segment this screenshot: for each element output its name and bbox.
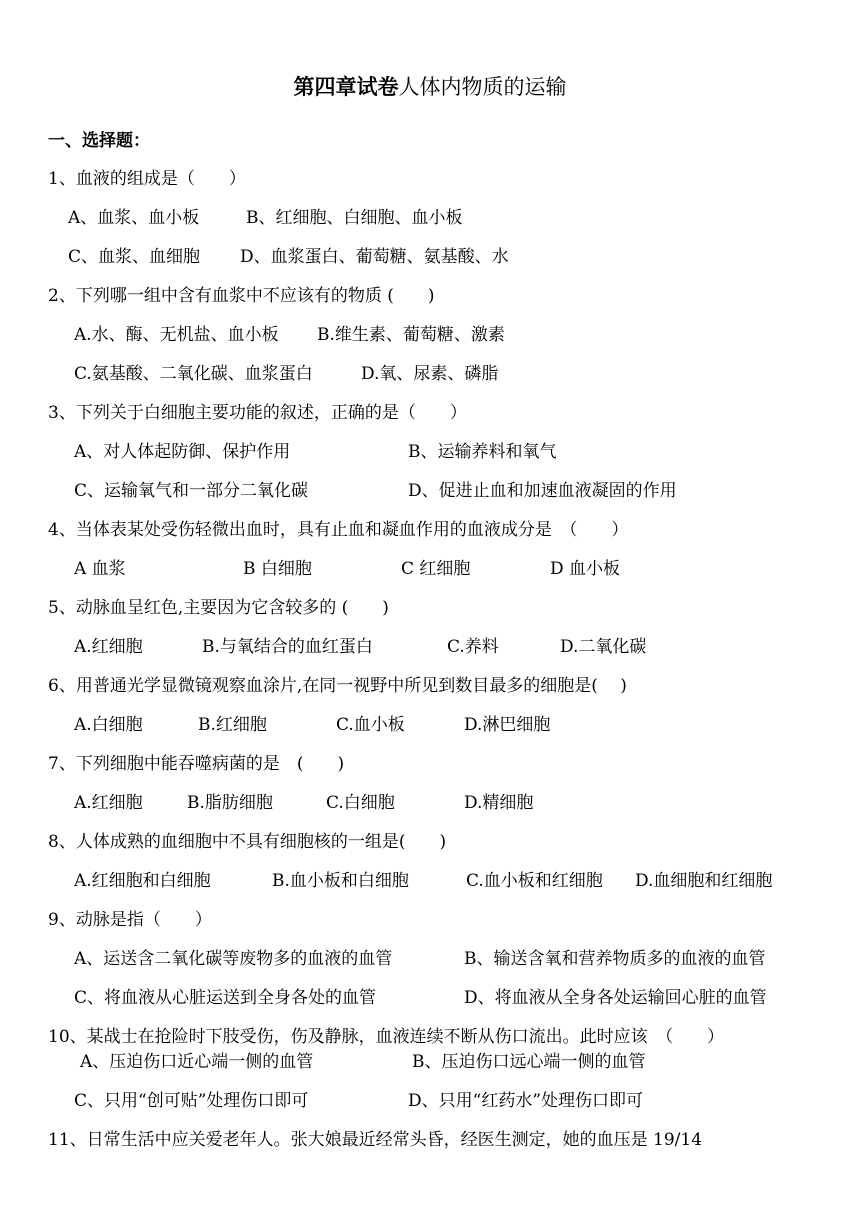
option-b: B、红细胞、白细胞、血小板 <box>246 208 463 228</box>
option-c: C.血小板和红细胞 <box>466 871 603 891</box>
option-d: D.精细胞 <box>464 793 534 813</box>
option-a: A.红细胞 <box>74 637 143 657</box>
option-d: D.氧、尿素、磷脂 <box>361 364 499 384</box>
question-10-stem: 10、某战士在抢险时下肢受伤，伤及静脉，血液连续不断从伤口流出。此时应该 （ ） <box>48 1027 725 1047</box>
option-d: D、血浆蛋白、葡萄糖、氨基酸、水 <box>240 247 509 267</box>
option-b: B.红细胞 <box>198 715 267 735</box>
question-1-stem: 1、血液的组成是（ ） <box>48 169 246 189</box>
option-c: C.养料 <box>447 637 499 657</box>
option-d: D.淋巴细胞 <box>464 715 551 735</box>
option-d: D、促进止血和加速血液凝固的作用 <box>408 481 677 501</box>
option-c: C 红细胞 <box>401 559 471 579</box>
option-b: B、运输养料和氧气 <box>408 442 557 462</box>
option-b: B.血小板和白细胞 <box>272 871 409 891</box>
option-c: C、将血液从心脏运送到全身各处的血管 <box>74 988 377 1008</box>
option-a: A、对人体起防御、保护作用 <box>74 442 291 462</box>
option-c: C.氨基酸、二氧化碳、血浆蛋白 <box>74 364 313 384</box>
question-5-stem: 5、动脉血呈红色,主要因为它含较多的 ( ) <box>48 598 389 618</box>
option-d: D.二氧化碳 <box>560 637 647 657</box>
question-6-stem: 6、用普通光学显微镜观察血涂片,在同一视野中所见到数目最多的细胞是( ) <box>48 676 627 696</box>
title-bold-part: 第四章试卷 <box>293 74 399 99</box>
option-a: A 血浆 <box>74 559 126 579</box>
option-d: D、将血液从全身各处运输回心脏的血管 <box>464 988 767 1008</box>
question-3-stem: 3、下列关于白细胞主要功能的叙述，正确的是（ ） <box>48 403 467 423</box>
option-b: B 白细胞 <box>243 559 312 579</box>
question-2-stem: 2、下列哪一组中含有血浆中不应该有的物质 ( ) <box>48 286 435 306</box>
option-b: B、输送含氧和营养物质多的血液的血管 <box>464 949 766 969</box>
question-8-stem: 8、人体成熟的血细胞中不具有细胞核的一组是( ) <box>48 832 447 852</box>
option-a: A.水、酶、无机盐、血小板 <box>74 325 279 345</box>
option-c: C、运输氧气和一部分二氧化碳 <box>74 481 309 501</box>
option-a: A、血浆、血小板 <box>68 208 200 228</box>
option-d: D、只用“红药水”处理伤口即可 <box>408 1091 644 1111</box>
option-a: A.白细胞 <box>74 715 143 735</box>
option-c: C、血浆、血细胞 <box>68 247 201 267</box>
section-heading: 一、选择题： <box>48 131 150 151</box>
option-b: B.维生素、葡萄糖、激素 <box>317 325 505 345</box>
option-b: B.与氧结合的血红蛋白 <box>202 637 373 657</box>
option-c: C、只用“创可贴”处理伤口即可 <box>74 1091 309 1111</box>
question-11-stem: 11、日常生活中应关爱老年人。张大娘最近经常头昏，经医生测定，她的血压是 19/14 <box>48 1130 703 1150</box>
option-a: A、压迫伤口近心端一侧的血管 <box>80 1052 314 1072</box>
option-c: C.血小板 <box>336 715 405 735</box>
option-b: B、压迫伤口远心端一侧的血管 <box>412 1052 646 1072</box>
title-normal-part: 人体内物质的运输 <box>398 75 567 99</box>
option-a: A、运送含二氧化碳等废物多的血液的血管 <box>74 949 393 969</box>
question-7-stem: 7、下列细胞中能吞噬病菌的是 ( ) <box>48 754 345 774</box>
question-4-stem: 4、当体表某处受伤轻微出血时，具有止血和凝血作用的血液成分是 （ ） <box>48 520 629 540</box>
option-b: B.脂肪细胞 <box>187 793 273 813</box>
option-d: D.血细胞和红细胞 <box>635 871 773 891</box>
option-a: A.红细胞 <box>74 793 143 813</box>
option-c: C.白细胞 <box>326 793 395 813</box>
question-9-stem: 9、动脉是指（ ） <box>48 910 212 930</box>
option-a: A.红细胞和白细胞 <box>74 871 211 891</box>
page-title <box>0 72 860 102</box>
option-d: D 血小板 <box>550 559 621 579</box>
